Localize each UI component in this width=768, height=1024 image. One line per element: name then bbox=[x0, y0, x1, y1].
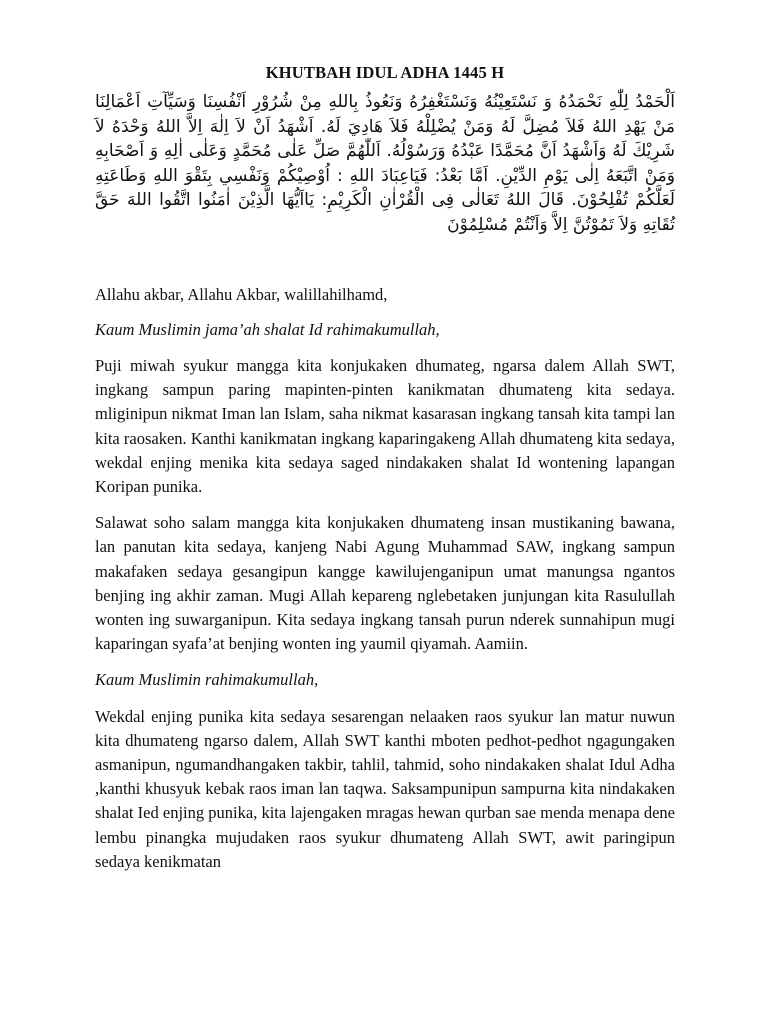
salutation-congregation: Kaum Muslimin jama’ah shalat Id rahimakumullah, bbox=[95, 319, 440, 339]
document-title: KHUTBAH IDUL ADHA 1445 H bbox=[265, 63, 505, 82]
paragraph-salawat: Salawat soho salam mangga kita konjukaken dhumateng insan mustikaning bawana, lan panutan kita sedaya, kanjeng Nabi Agung Muhammad SAW, ingkang sampun makafaken sedaya gesangipun kangge kawilujenganipun umat manungsa ngantos benjing ing akhir zaman. Mugi Allah kepareng nglebetaken junjungan kita Rasulullah wonten ing suwarganipun. Kita sedaya ingkang tansah purun nderek sunnahipun mugi kaparingan syafa’at benjing wonten ing yaumil qiyamah. Aamiin. bbox=[95, 513, 675, 654]
salutation-muslimin: Kaum Muslimin rahimakumullah, bbox=[95, 670, 319, 690]
paragraph-gratitude: Puji miwah syukur mangga kita konjukaken dhumateg, ngarsa dalem Allah SWT, ingkang sampun paring mapinten-pinten kanikmatan dhumateng kita sedaya. mliginipun nikmat Iman lan Islam, saha nikmat kasarasan ingkang tansah kita tampi lan kita raosaken. Kanthi kanikmatan ingkang kaparingakeng Allah dhumateng kita sedaya, wekdal enjing menika kita sedaya saged nindakaken shalat Id wontening lapangan Koripan punika. bbox=[95, 355, 675, 496]
arabic-opening-prayer: اَلْحَمْدُ لِلّٰهِ نَحْمَدُهُ وَ نَسْتَعِيْنُهُ وَنَسْتَغْفِرُهُ وَنَعُوذُ بِاللهِ مِنْ شُرُوْرِ اَنْفُسِنَا وَسَيِّآتِ اَعْمَالِنَا مَنْ يَهْدِ اللهُ فَلاَ مُضِلَّ لَهُ وَمَنْ يُضْلِلْهُ فَلاَ هَادِيَ لَهُ. اَشْهَدُ اَنْ لاَ اِلٰهَ اِلاَّ اللهُ وَحْدَهُ لاَ شَرِيْكَ لَهُ وَاَشْهَدُ اَنَّ مُحَمَّدًا عَبْدُهُ وَرَسُوْلُهُ. اَللّٰهُمَّ صَلِّ عَلٰى مُحَمَّدٍ وَعَلٰى اٰلِهِ وَ اَصْحَابِهِ وَمَنْ اتَّبَعَهُ اِلٰى يَوْمِ الدِّيْنِ. اَمَّا بَعْدُ: فَيَاعِبَادَ اللهِ : اُوْصِيْكُمْ وَنَفْسِي بِتَقْوَ اللهِ وَطَاعَتِهِ لَعَلَّكُمْ تُفْلِحُوْنَ. قَالَ اللهُ تَعَالٰى فِى الْقُرْاٰنِ الْكَرِيْمِ: يَااَيُّهَا الَّذِيْنَ اٰمَنُوا اتَّقُوا اللهَ حَقَّ تُقَاتِهِ وَلاَ تَمُوْتُنَّ اِلاَّ وَاَنْتُمْ مُسْلِمُوْنَ bbox=[95, 92, 675, 235]
document-page bbox=[95, 0, 675, 874]
takbir-greeting: Allahu akbar, Allahu Akbar, walillahilhamd, bbox=[95, 284, 388, 304]
paragraph-qurban: Wekdal enjing punika kita sedaya sesarengan nelaaken raos syukur lan matur nuwun kita dhumateng ngarso dalem, Allah SWT kanthi mboten pedhot-pedhot ngagungaken asmanipun, ngumandhangaken takbir, tahlil, tahmid, soho nindakaken shalat Idul Adha ,kanthi khusyuk kebak raos iman lan taqwa. Saksampunipun sampurna kita nindakaken shalat Ied enjing punika, kita lajengaken mragas hewan qurban sae menda menapa dene lembu pinangka mujudaken raos syukur dhumateng Allah SWT, awit paringipun sedaya kenikmatan bbox=[95, 706, 675, 871]
